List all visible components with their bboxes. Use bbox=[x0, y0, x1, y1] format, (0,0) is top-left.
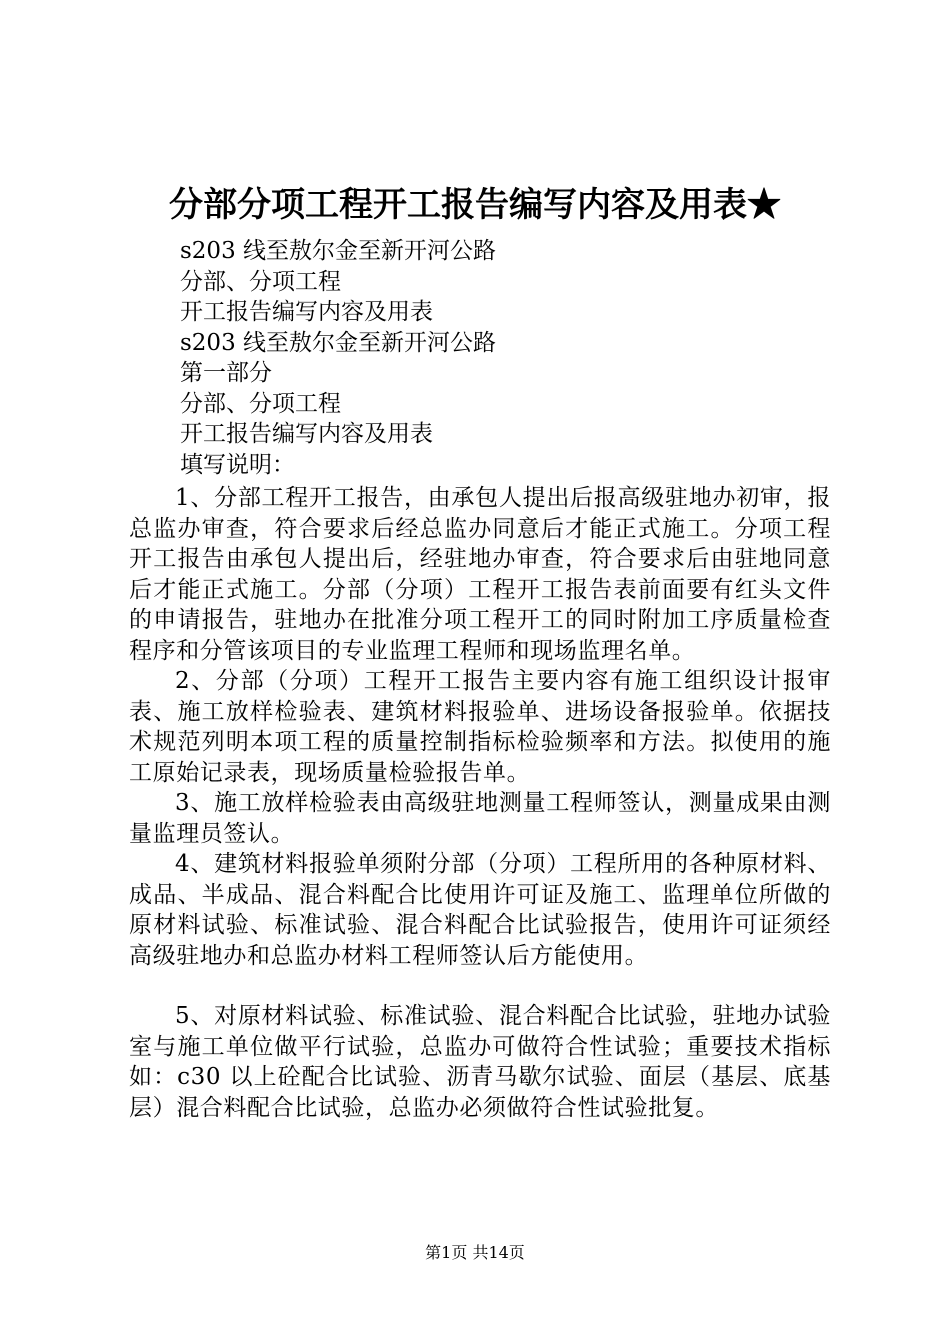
paragraph-2: 2、分部（分项）工程开工报告主要内容有施工组织设计报审表、施工放样检验表、建筑材料报验单、进场设备报验单。依据技术规范列明本项工程的质量控制指标检验频率和方法。拟使用的施工原始记录表，现场质量检验报告单。 bbox=[129, 668, 831, 786]
document-title: 分部分项工程开工报告编写内容及用表★ bbox=[169, 185, 781, 225]
intro-line-instructions-heading: 填写说明： bbox=[180, 451, 295, 478]
paragraph-1: 1、分部工程开工报告，由承包人提出后报高级驻地办初审，报总监办审查，符合要求后经总监办同意后才能正式施工。分项工程开工报告由承包人提出后，经驻地办审查，符合要求后由驻地同意后才能正式施工。分部（分项）工程开工报告表前面要有红头文件的申请报告，驻地办在批准分项工程开工的同时附加工序质量检查程序和分管该项目的专业监理工程师和现场监理名单。 bbox=[129, 485, 831, 664]
paragraph-4: 4、建筑材料报验单须附分部（分项）工程所用的各种原材料、成品、半成品、混合料配合比使用许可证及施工、监理单位所做的原材料试验、标准试验、混合料配合比试验报告，使用许可证须经高级驻地办和总监办材料工程师签认后方能使用。 bbox=[129, 851, 831, 969]
intro-line-project: s203 线至敖尔金至新开河公路 bbox=[180, 238, 497, 264]
paragraph-5: 5、对原材料试验、标准试验、混合料配合比试验，驻地办试验室与施工单位做平行试验，总监办可做符合性试验；重要技术指标如：c30 以上砼配合比试验、沥青马歇尔试验、面层（基层、底基层）混合料配合比试验，总监办必须做符合性试验批复。 bbox=[129, 1003, 831, 1121]
intro-line-report: 开工报告编写内容及用表 bbox=[180, 299, 433, 325]
intro-line-project-repeat: s203 线至敖尔金至新开河公路 bbox=[180, 329, 497, 356]
page-footer: 第1页 共14页 bbox=[425, 1243, 525, 1262]
instructions-body bbox=[129, 483, 831, 1123]
intro-block bbox=[180, 236, 880, 480]
intro-line-report-repeat: 开工报告编写内容及用表 bbox=[180, 421, 433, 447]
paragraph-3: 3、施工放样检验表由高级驻地测量工程师签认，测量成果由测量监理员签认。 bbox=[129, 790, 831, 847]
intro-line-part-one: 第一部分 bbox=[180, 360, 272, 386]
intro-line-section: 分部、分项工程 bbox=[180, 268, 341, 295]
intro-line-section-repeat: 分部、分项工程 bbox=[180, 390, 341, 417]
